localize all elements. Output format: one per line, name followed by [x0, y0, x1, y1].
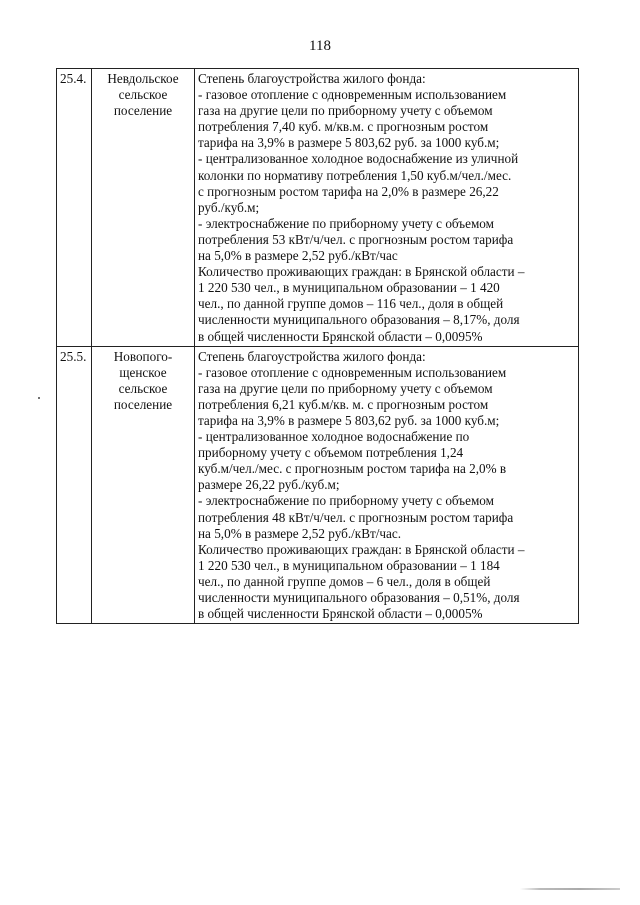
settlement-name-line: Невдольское — [107, 71, 179, 86]
row-number: 25.4. — [57, 69, 92, 347]
description-line: чел., по данной группе домов – 6 чел., доля в общей — [198, 573, 491, 589]
description-line: потребления 7,40 куб. м/кв.м. с прогнозным ростом — [198, 119, 489, 135]
description-line: тарифа на 3,9% в размере 5 803,62 руб. за 1000 куб.м; — [198, 412, 500, 428]
description-line: 1 220 530 чел., в муниципальном образовании – 1 184 — [198, 557, 500, 573]
description-line: - газовое отопление с одновременным использованием — [198, 364, 507, 380]
description-line: размере 26,22 руб./куб.м; — [198, 477, 340, 493]
description-line: приборному учету с объемом потребления 1,24 — [198, 445, 464, 461]
description-line: - электроснабжение по приборному учету с объемом — [198, 493, 494, 509]
description-line: на 5,0% в размере 2,52 руб./кВт/час. — [198, 525, 402, 541]
description-line: Количество проживающих граждан: в Брянской области – — [198, 541, 525, 557]
row-number: 25.5. — [57, 346, 92, 624]
settlement-name-cell — [92, 69, 195, 347]
description-line: 1 220 530 чел., в муниципальном образовании – 1 420 — [198, 280, 500, 296]
description-line: чел., по данной группе домов – 116 чел., доля в общей — [198, 296, 504, 312]
description-line: газа на другие цели по приборному учету с объемом — [198, 380, 493, 396]
settlement-name-line: сельское — [118, 380, 168, 396]
description-line: в общей численности Брянской области – 0,0095% — [198, 328, 483, 344]
settlement-name-line: поселение — [113, 103, 173, 119]
description-line: - электроснабжение по приборному учету с объемом — [198, 215, 494, 231]
description-cell — [195, 346, 579, 624]
description-line: в общей численности Брянской области – 0,0005% — [198, 606, 483, 622]
description-line: - газовое отопление с одновременным использованием — [198, 87, 507, 103]
description-line: Степень благоустройства жилого фонда: — [198, 71, 426, 86]
description-line: численности муниципального образования – 0,51%, доля — [198, 590, 520, 605]
description-line: с прогнозным ростом тарифа на 2,0% в размере 26,22 — [198, 183, 499, 199]
description-line: - централизованное холодное водоснабжение из уличной — [198, 151, 519, 167]
settlement-name-line: щенское — [119, 364, 167, 380]
description-line: тарифа на 3,9% в размере 5 803,62 руб. за 1000 куб.м; — [198, 135, 500, 151]
description-line: Количество проживающих граждан: в Брянской области – — [198, 264, 525, 280]
settlement-name-line: Новопого- — [113, 348, 173, 364]
page-number: 118 — [309, 38, 331, 54]
description-line: - централизованное холодное водоснабжение по — [198, 429, 470, 445]
description-line: Степень благоустройства жилого фонда: — [198, 348, 426, 364]
description-line: потребления 6,21 куб.м/кв. м. с прогнозным ростом — [198, 396, 489, 412]
description-line: на 5,0% в размере 2,52 руб./кВт/час — [198, 248, 398, 264]
description-line: колонки по нормативу потребления 1,50 куб.м/чел./мес. — [198, 167, 512, 183]
description-line: потребления 48 кВт/ч/чел. с прогнозным ростом тарифа — [198, 509, 514, 525]
settlement-name-line: поселение — [113, 396, 173, 412]
settlement-name-line: сельское — [118, 87, 168, 103]
scan-footer-smudge — [520, 888, 620, 890]
description-line: руб./куб.м; — [198, 199, 260, 215]
table-body — [57, 69, 579, 624]
description-line: численности муниципального образования – 8,17%, доля — [198, 312, 520, 328]
settlement-name-cell — [92, 346, 195, 624]
description-line: куб.м/чел./мес. с прогнозным ростом тарифа на 2,0% в — [198, 461, 507, 477]
description-cell — [195, 69, 579, 347]
scan-speck — [38, 397, 40, 399]
description-line: газа на другие цели по приборному учету с объемом — [198, 103, 493, 119]
description-line: потребления 53 кВт/ч/чел. с прогнозным ростом тарифа — [198, 231, 514, 247]
table-row — [57, 69, 579, 347]
table-row — [57, 346, 579, 624]
settlements-table — [56, 68, 579, 624]
